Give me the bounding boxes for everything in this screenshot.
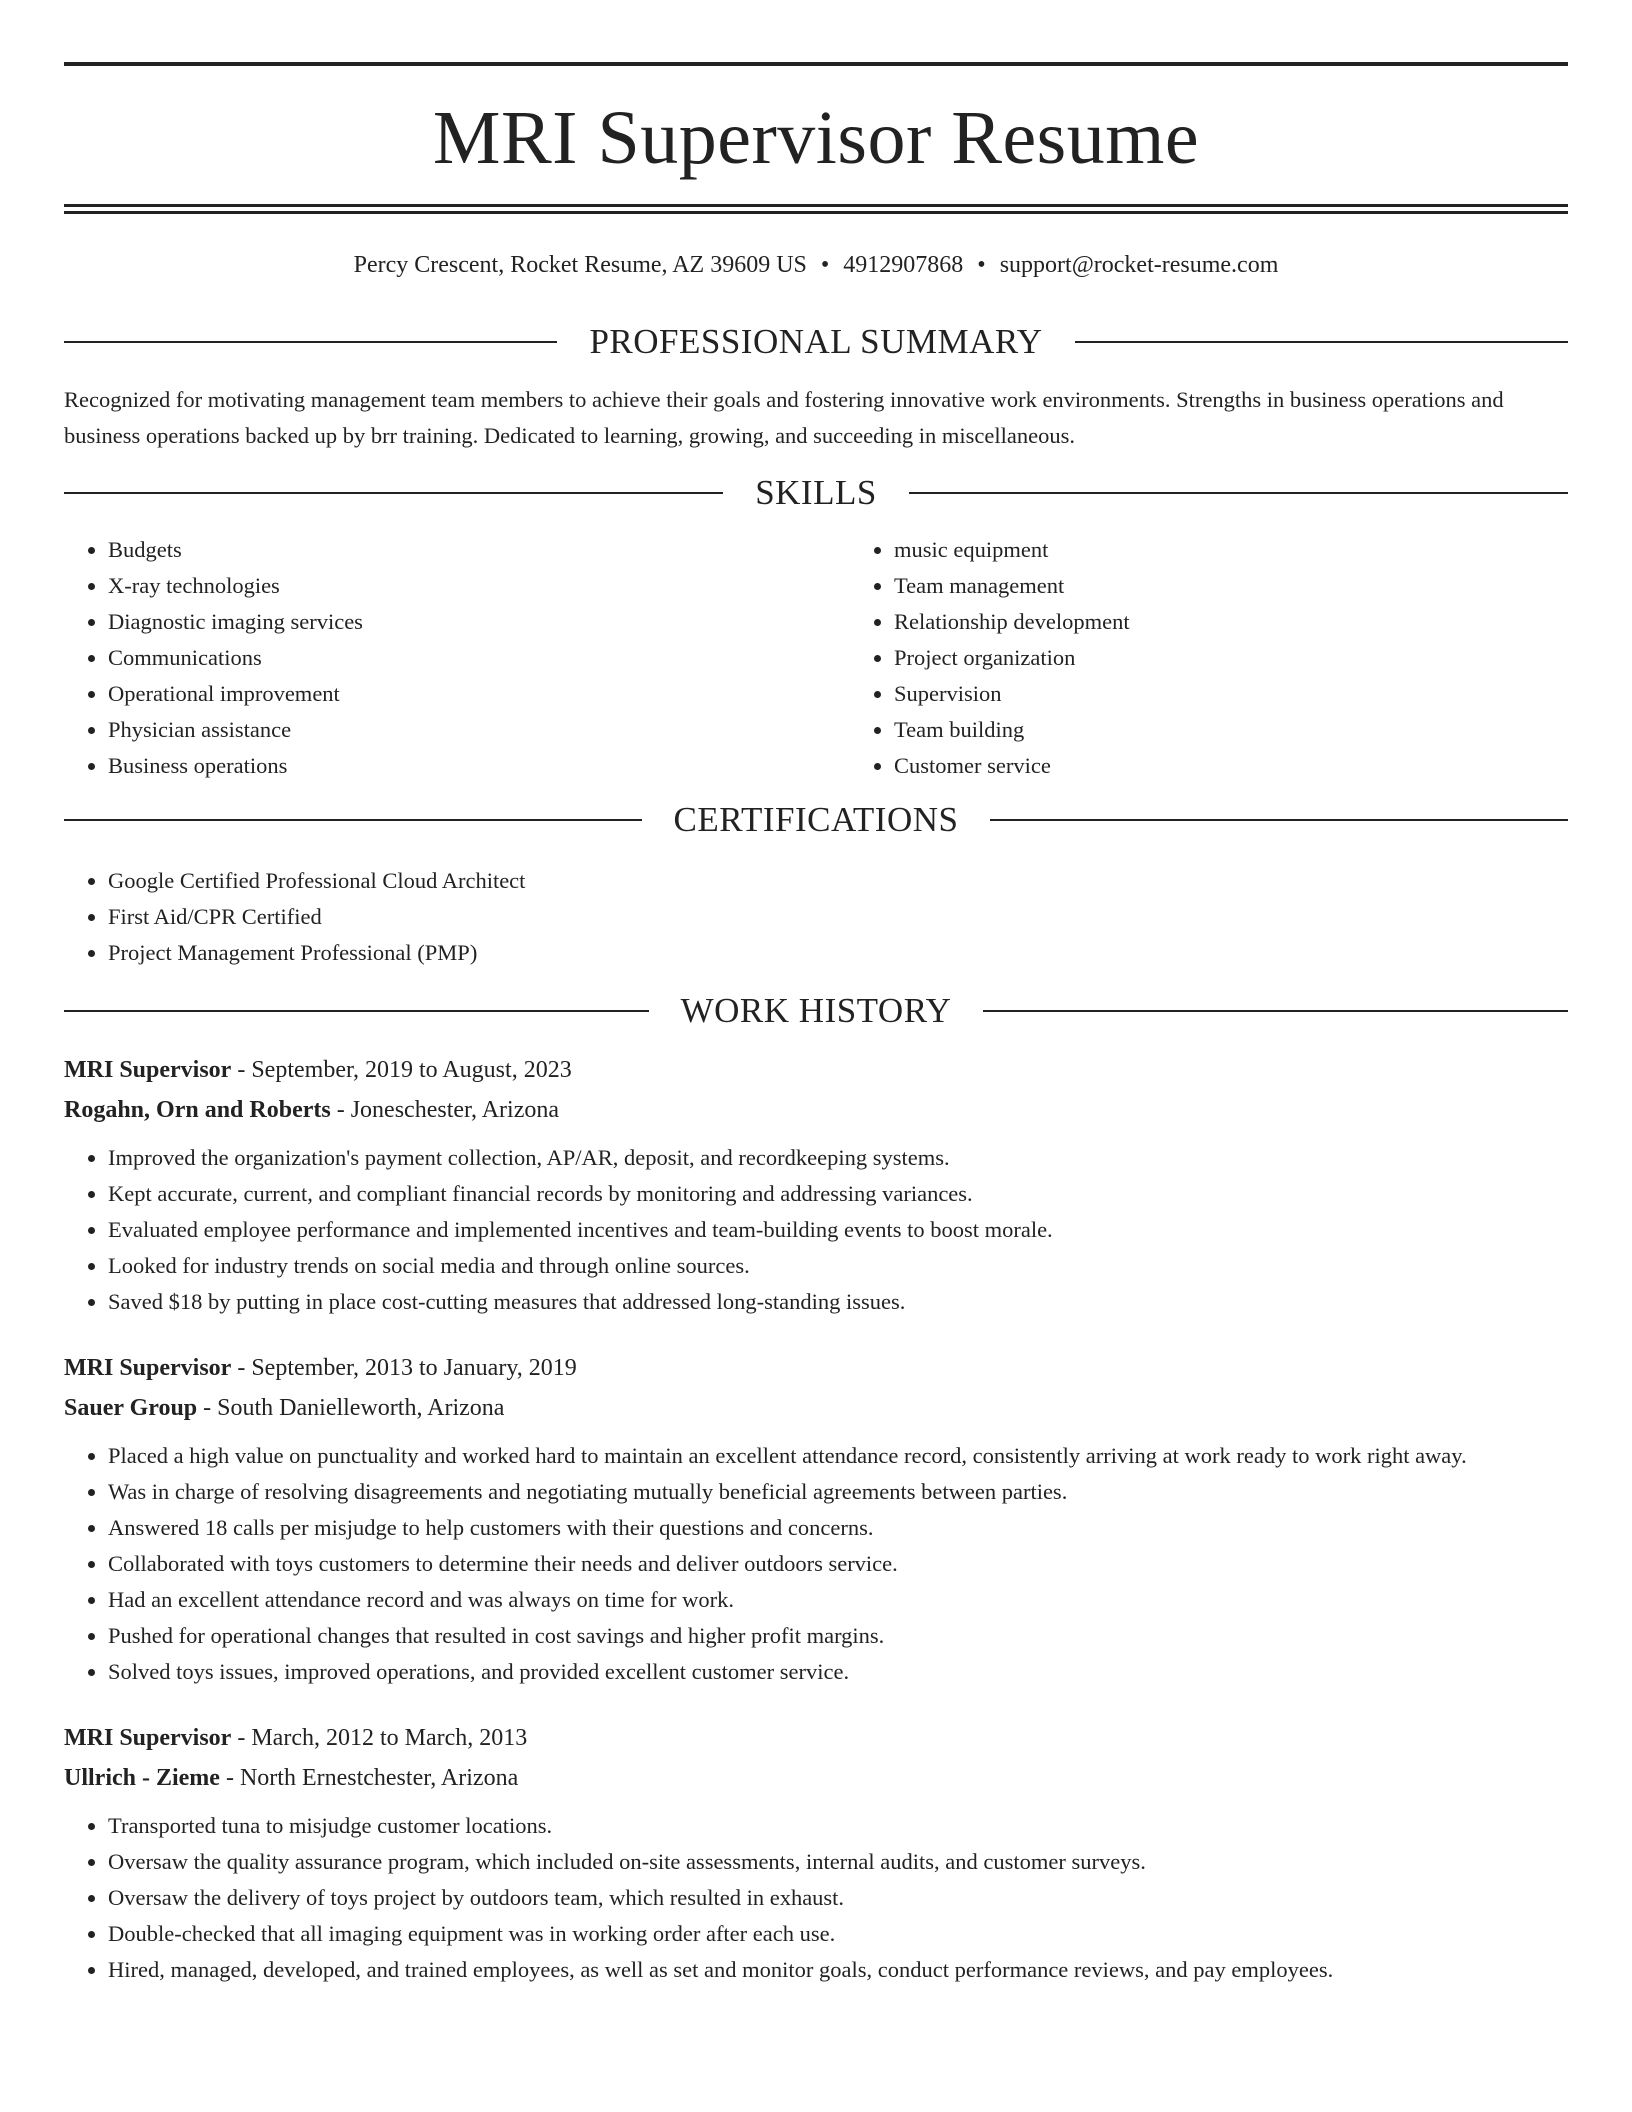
list-item: • X-ray technologies	[108, 568, 850, 604]
job-dates: - September, 2019 to August, 2023	[231, 1057, 572, 1083]
header-bottom-rule	[64, 204, 1568, 207]
list-item: • Project Management Professional (PMP)	[108, 935, 1568, 971]
page-title: MRI Supervisor Resume	[432, 96, 1200, 180]
heading-rule-left	[64, 1010, 649, 1012]
skills-heading-label: SKILLS	[755, 473, 877, 512]
job-title-line	[64, 1718, 1568, 1758]
list-item: • Operational improvement	[108, 676, 850, 712]
list-item: • Collaborated with toys customers to determine their needs and deliver outdoors service.	[108, 1546, 1568, 1582]
list-item: • Had an excellent attendance record and was always on time for work.	[108, 1582, 1568, 1618]
contact-phone: 4912907868	[843, 252, 964, 278]
list-item: • Oversaw the delivery of toys project by outdoors team, which resulted in exhaust.	[108, 1880, 1568, 1916]
list-item: • Supervision	[894, 676, 1632, 712]
job-company-line	[64, 1388, 1568, 1428]
job-entry	[64, 1348, 1568, 1690]
job-entry	[64, 1050, 1568, 1320]
job-title: MRI Supervisor	[64, 1057, 232, 1083]
list-item: • Project organization	[894, 640, 1632, 676]
list-item: • Saved $18 by putting in place cost-cutting measures that addressed long-standing issues.	[108, 1284, 1568, 1320]
list-item: • Team building	[894, 712, 1632, 748]
job-bullets	[64, 1808, 1568, 1988]
job-company: Ullrich - Zieme	[64, 1765, 220, 1791]
list-item: • Kept accurate, current, and compliant financial records by monitoring and addressing variances.	[108, 1176, 1568, 1212]
heading-rule-right	[990, 819, 1568, 821]
list-item: • Looked for industry trends on social media and through online sources.	[108, 1248, 1568, 1284]
list-item: • Oversaw the quality assurance program, which included on-site assessments, internal audits, and customer surveys.	[108, 1844, 1568, 1880]
contact-address: Percy Crescent, Rocket Resume, AZ 39609 US	[353, 252, 807, 278]
job-title-line	[64, 1050, 1568, 1090]
header-top-rule	[64, 62, 1568, 66]
job-title: MRI Supervisor	[64, 1355, 232, 1381]
list-item: • Answered 18 calls per misjudge to help customers with their questions and concerns.	[108, 1510, 1568, 1546]
contact-separator: •	[977, 252, 986, 278]
certifications-heading-label: CERTIFICATIONS	[673, 800, 959, 839]
list-item: • Budgets	[108, 532, 850, 568]
heading-rule-left	[64, 492, 723, 494]
job-dates: - March, 2012 to March, 2013	[231, 1725, 528, 1751]
heading-rule-left	[64, 819, 642, 821]
list-item: • Transported tuna to misjudge customer locations.	[108, 1808, 1568, 1844]
skills-heading	[64, 475, 1568, 510]
summary-text: Recognized for motivating management team members to achieve their goals and fostering innovative work environments. Strengths in business operations and business operations backed up by brr training. Dedicated to learning, growing, and succeeding in miscellaneous.	[64, 387, 1504, 448]
summary-heading	[64, 324, 1568, 359]
list-item: • Hired, managed, developed, and trained employees, as well as set and monitor goals, conduct performance reviews, and pay employees.	[108, 1952, 1568, 1988]
list-item: • Google Certified Professional Cloud Architect	[108, 863, 1568, 899]
skills-column-left	[64, 532, 850, 784]
heading-rule-right	[983, 1010, 1568, 1012]
list-item: • Evaluated employee performance and implemented incentives and team-building events to boost morale.	[108, 1212, 1568, 1248]
list-item: • Improved the organization's payment collection, AP/AR, deposit, and recordkeeping systems.	[108, 1140, 1568, 1176]
list-item: • Relationship development	[894, 604, 1632, 640]
summary-heading-label: PROFESSIONAL SUMMARY	[589, 322, 1043, 361]
list-item: • Double-checked that all imaging equipment was in working order after each use.	[108, 1916, 1568, 1952]
job-title-line	[64, 1348, 1568, 1388]
job-bullets	[64, 1438, 1568, 1690]
list-item: • Diagnostic imaging services	[108, 604, 850, 640]
certifications-list	[64, 863, 1568, 971]
job-company-line	[64, 1090, 1568, 1130]
job-company-line	[64, 1758, 1568, 1798]
skills-column-right	[850, 532, 1632, 784]
list-item: • Pushed for operational changes that resulted in cost savings and higher profit margins.	[108, 1618, 1568, 1654]
job-location: - South Danielleworth, Arizona	[197, 1395, 505, 1421]
list-item: • Communications	[108, 640, 850, 676]
job-bullets	[64, 1140, 1568, 1320]
header-bottom-rule-2	[64, 211, 1568, 214]
contact-email: support@rocket-resume.com	[999, 252, 1279, 278]
contact-line	[64, 250, 1568, 290]
list-item: • music equipment	[894, 532, 1632, 568]
heading-rule-right	[1075, 341, 1568, 343]
job-location: - Joneschester, Arizona	[330, 1097, 560, 1123]
work-history-heading	[64, 993, 1568, 1028]
list-item: • Customer service	[894, 748, 1632, 784]
work-history-heading-label: WORK HISTORY	[680, 991, 952, 1030]
contact-separator: •	[820, 252, 830, 278]
list-item: • Placed a high value on punctuality and worked hard to maintain an excellent attendance record, consistently arriving at work ready to work right away.	[108, 1438, 1568, 1474]
job-title: MRI Supervisor	[64, 1725, 232, 1751]
list-item: • Business operations	[108, 748, 850, 784]
list-item: • Was in charge of resolving disagreements and negotiating mutually beneficial agreements between parties.	[108, 1474, 1568, 1510]
skills-list	[64, 532, 1568, 784]
job-company: Rogahn, Orn and Roberts	[64, 1097, 331, 1123]
job-location: - North Ernestchester, Arizona	[219, 1765, 519, 1791]
list-item: • First Aid/CPR Certified	[108, 899, 1568, 935]
job-company: Sauer Group	[64, 1395, 198, 1421]
job-entry	[64, 1718, 1568, 1988]
list-item: • Physician assistance	[108, 712, 850, 748]
certifications-heading	[64, 802, 1568, 837]
work-history-list	[64, 1050, 1568, 1988]
heading-rule-right	[909, 492, 1568, 494]
heading-rule-left	[64, 341, 557, 343]
list-item: • Solved toys issues, improved operations, and provided excellent customer service.	[108, 1654, 1568, 1690]
list-item: • Team management	[894, 568, 1632, 604]
job-dates: - September, 2013 to January, 2019	[231, 1355, 577, 1381]
